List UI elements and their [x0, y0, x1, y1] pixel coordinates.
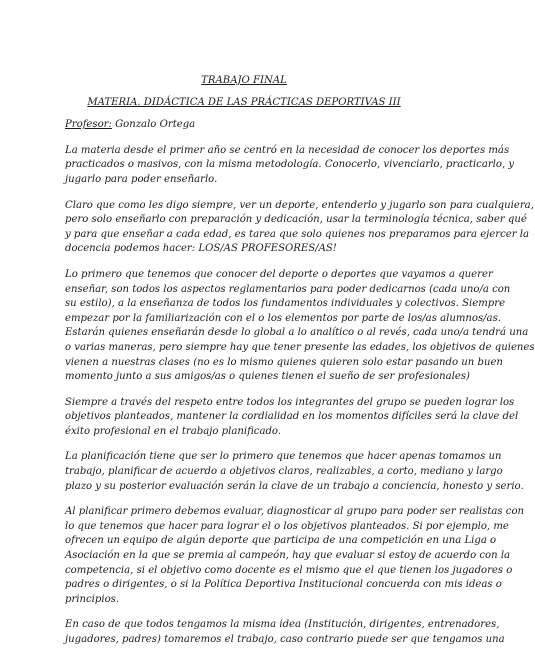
paragraph-line: Lo primero que tenemos que conocer del deporte o deportes que vayamos a querer [65, 268, 493, 280]
paragraph [65, 144, 515, 188]
paragraph-line: o varias maneras, pero siempre hay que tener presente las edades, los objetivos de quienes [65, 341, 535, 353]
paragraph [65, 450, 524, 494]
paragraph-line: docencia podemos hacer: LOS/AS PROFESORES/AS! [65, 243, 337, 255]
paragraph-line: enseñar, son todos los aspectos reglamentarios para poder dedicarnos (cada uno/a con [65, 283, 511, 295]
author-line [65, 118, 423, 133]
paragraph-line: vienen a nuestras clases (no es lo mismo quienes quieren solo estar pasando un buen [65, 356, 503, 368]
paragraph-line: ofrecen un equipo de algún deporte que participa de una competición en una Liga o [65, 535, 497, 547]
document-title: TRABAJO FINAL [201, 75, 287, 86]
paragraph-line: Estarán quienes enseñarán desde lo global a lo analítico o al revés, cada uno/a tendrá una [65, 327, 529, 339]
paragraph-line: trabajo, planificar de acuerdo a objetivos claros, realizables, a corto, mediano y largo [65, 466, 503, 478]
paragraph-line: Claro que como les digo siempre, ver un deporte, entenderlo y jugarlo son para cualquiera, [65, 199, 534, 211]
paragraph-line: y para que enseñar a cada edad, es tarea que solo quienes nos preparamos para ejercer la [65, 228, 530, 240]
paragraph [65, 396, 519, 440]
paragraph-line: En caso de que todos tengamos la misma idea (Institución, dirigentes, entrenadores, [65, 619, 500, 631]
author-name: Gonzalo Ortega [111, 119, 196, 131]
paragraph-line: practicados o masivos, con la misma metodología. Conocerlo, vivenciarlo, practicarlo, y [65, 159, 515, 171]
paragraph-line: pero solo enseñarlo con preparación y dedicación, usar la terminología técnica, saber qué [65, 214, 527, 226]
paragraph-line: empezar por la familiarización con el o los elementos por parte de los/as alumnos/as. [65, 312, 501, 324]
paragraph-line: La planificación tiene que ser lo primero que tenemos que hacer apenas tomamos un [65, 451, 502, 463]
paragraph-line: su estilo), a la enseñanza de todos los fundamentos individuales y colectivos. Siempre [65, 298, 506, 310]
paragraph [65, 618, 505, 647]
paragraph-line: principios. [65, 593, 120, 605]
paragraph [65, 268, 535, 385]
paragraph-line: padres o dirigentes, o si la Política Deportiva Institucional concuerda con mis ideas o [65, 579, 502, 591]
paragraph [65, 199, 534, 257]
paragraph [65, 505, 525, 607]
document-subtitle: MATERIA. DIDÁCTICA DE LAS PRÁCTICAS DEPORTIVAS III [87, 96, 401, 108]
paragraph-line: Al planificar primero debemos evaluar, diagnosticar al grupo para poder ser realistas con [65, 506, 525, 518]
paragraph-line: plazo y su posterior evaluación serán la clave de un trabajo a conciencia, honesto y serio. [65, 480, 524, 492]
paragraph-line: La materia desde el primer año se centró en la necesidad de conocer los deportes más [65, 144, 510, 156]
author-label: Profesor: [65, 119, 112, 131]
paragraph-line: objetivos planteados, mantener la cordialidad en los momentos difíciles será la clave del [65, 411, 519, 423]
paragraph-line: competencia, si el objetivo como docente es el mismo que el que tienen los jugadores o [65, 564, 513, 576]
paragraph-line: jugarlo para poder enseñarlo. [65, 173, 218, 185]
body-text [65, 144, 535, 648]
paragraph-line: momento junto a sus amigos/as o quienes tienen el sueño de ser profesionales) [65, 371, 470, 383]
paragraph-line: jugadores, padres) tomaremos el trabajo, caso contrario puede ser que tengamos una [65, 634, 505, 645]
paragraph-line: Asociación en la que se premia al campeón, hay que evaluar si estoy de acuerdo con la [65, 550, 511, 562]
paragraph-line: éxito profesional en el trabajo planificado. [65, 425, 282, 437]
paragraph-line: lo que tenemos que hacer para lograr el o los objetivos planteados. Si por ejemplo, me [65, 520, 509, 532]
paragraph-line: Siempre a través del respeto entre todos los integrantes del grupo se pueden lograr los [65, 396, 515, 408]
